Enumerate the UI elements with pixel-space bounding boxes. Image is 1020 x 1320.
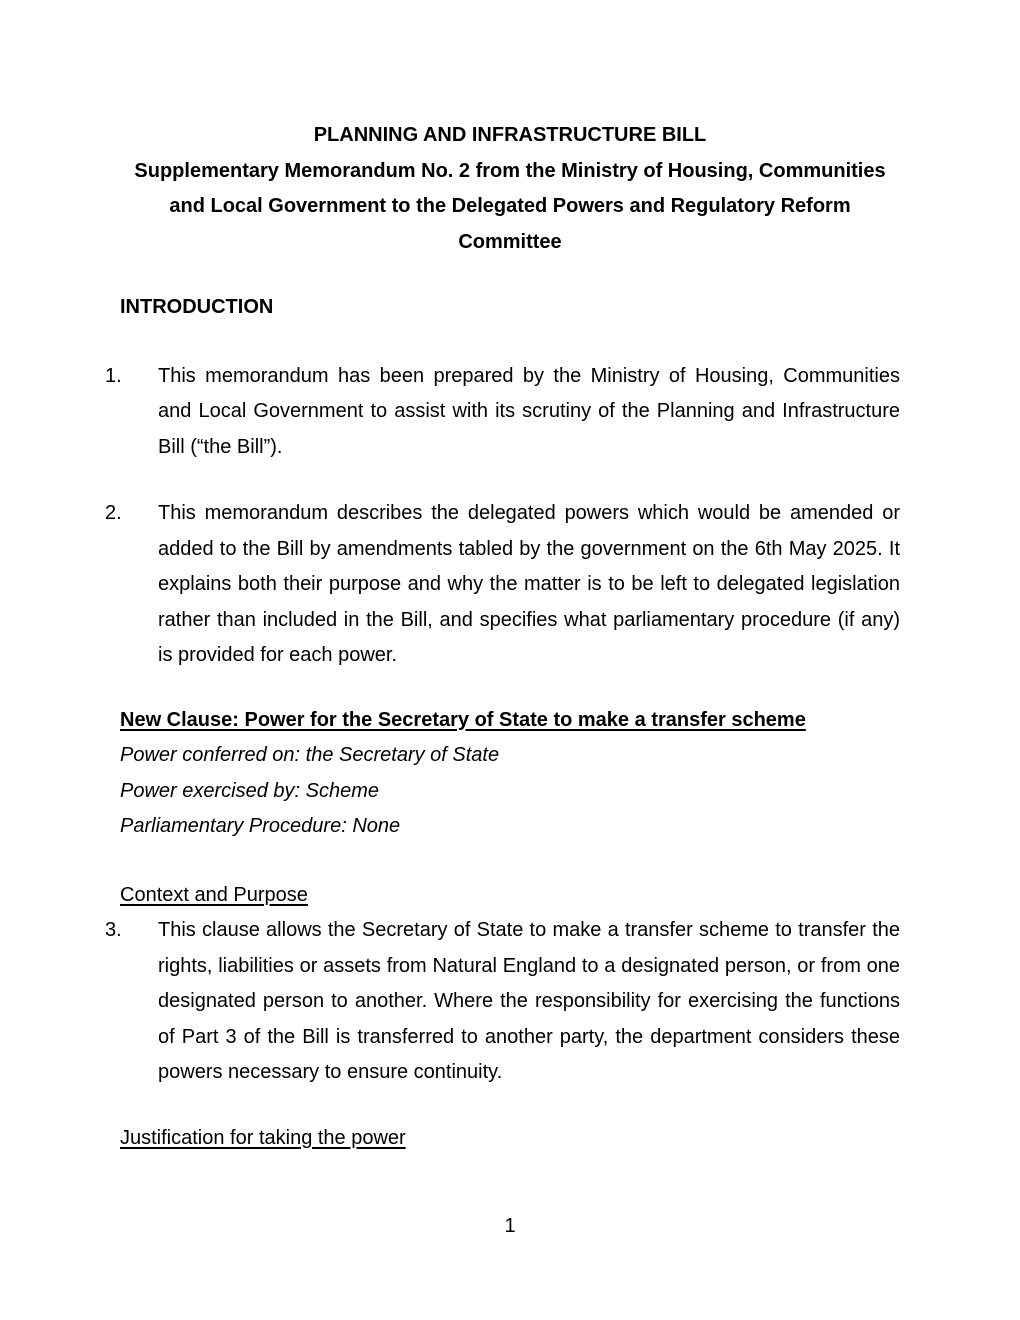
numbered-paragraph	[105, 913, 900, 1091]
paragraph-number: 3.	[105, 919, 122, 941]
parliamentary-procedure-line: Parliamentary Procedure: None	[120, 815, 401, 837]
document-title: PLANNING AND INFRASTRUCTURE BILL	[313, 124, 707, 146]
document-subtitle-line: Supplementary Memorandum No. 2 from the Ministry of Housing, Communities	[134, 159, 886, 182]
document-header	[0, 118, 1020, 260]
document-subtitle-line: and Local Government to the Delegated Powers and Regulatory Reform	[169, 195, 851, 217]
paragraph-text: This memorandum describes the delegated powers which would be amended or added to the Bill by amendments tabled by the government on the 6th May 2025. It explains both their purpose and why the matter is to be left to delegated legislation rather than included in the Bill, and specifies what parliamentary procedure (if any) is provided for each power.	[158, 502, 900, 666]
context-and-purpose-heading: Context and Purpose	[120, 883, 308, 906]
new-clause-heading: New Clause: Power for the Secretary of State to make a transfer scheme	[120, 708, 806, 731]
power-conferred-line: Power conferred on: the Secretary of State	[120, 744, 500, 766]
numbered-paragraph	[105, 359, 900, 466]
paragraph-text: This clause allows the Secretary of State to make a transfer scheme to transfer the rights, liabilities or assets from Natural England to a designated person, or from one designated person to another. Where the responsibility for exercising the functions of Part 3 of the Bill is transferred to another party, the department considers these powers necessary to ensure continuity.	[158, 919, 900, 1083]
paragraph-number: 1.	[105, 364, 122, 387]
numbered-paragraph	[105, 496, 900, 674]
paragraph-number: 2.	[105, 502, 122, 524]
paragraph-text: This memorandum has been prepared by the Ministry of Housing, Communities and Local Government to assist with its scrutiny of the Planning and Infrastructure Bill (“the Bill”).	[158, 364, 900, 458]
page-number: 1	[504, 1215, 516, 1237]
introduction-heading: INTRODUCTION	[120, 296, 274, 318]
document-subtitle-line: Committee	[458, 230, 562, 253]
justification-heading: Justification for taking the power	[120, 1126, 406, 1149]
new-clause-block	[120, 703, 915, 845]
power-exercised-line: Power exercised by: Scheme	[120, 779, 380, 802]
